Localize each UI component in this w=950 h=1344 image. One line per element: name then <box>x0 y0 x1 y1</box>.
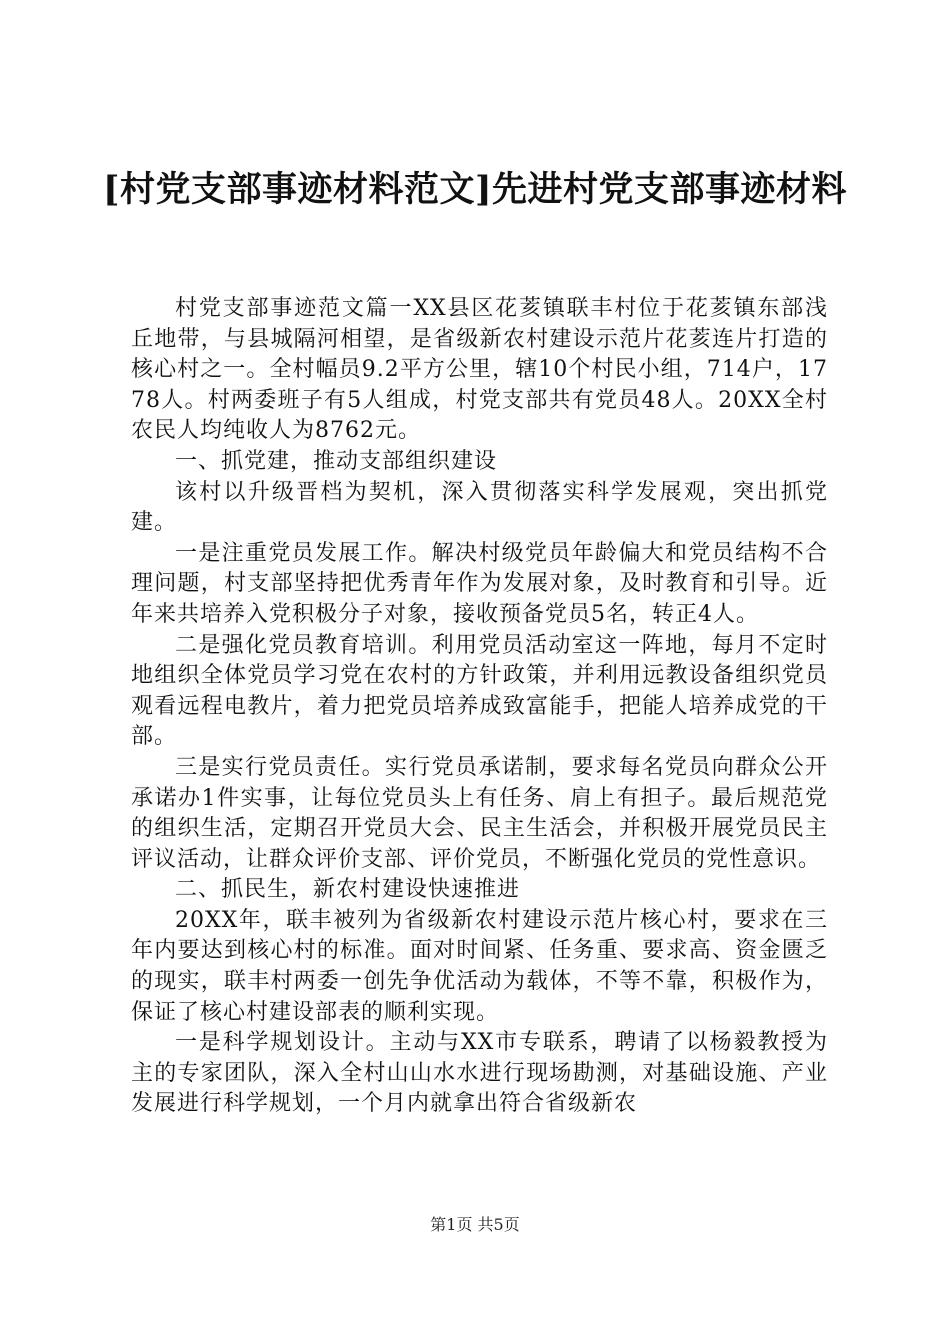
document-body <box>131 294 828 1120</box>
paragraph: 一是科学规划设计。主动与XX市专联系，聘请了以杨毅教授为主的专家团队，深入全村山山水水进行现场勘测，对基础设施、产业发展进行科学规划，一个月内就拿出符合省级新农 <box>131 1030 828 1117</box>
paragraph: 一是注重党员发展工作。解决村级党员年龄偏大和党员结构不合理问题，村支部坚持把优秀青年作为发展对象，及时教育和引导。近年来共培养入党积极分子对象，接收预备党员5名，转正4人。 <box>131 540 828 627</box>
paragraph-intro: 村党支部事迹范文篇一XX县区花荄镇联丰村位于花荄镇东部浅丘地带，与县城隔河相望，是省级新农村建设示范片花荄连片打造的核心村之一。全村幅员9.2平方公里，辖10个村民小组，714户，1778人。村两委班子有5人组成，村党支部共有党员48人。20XX全村农民人均纯收人为8762元。 <box>131 296 828 444</box>
section-heading-livelihood: 二、抓民生，新农村建设快速推进 <box>175 877 521 903</box>
paragraph: 该村以升级晋档为契机，深入贯彻落实科学发展观，突出抓党建。 <box>131 479 828 536</box>
document-title: [村党支部事迹材料范文]先进村党支部事迹材料 <box>102 169 848 210</box>
paragraph: 20XX年，联丰被列为省级新农村建设示范片核心村，要求在三年内要达到核心村的标准。面对时间紧、任务重、要求高、资金匮乏的现实，联丰村两委一创先争优活动为载体，不等不靠，积极作为，保证了核心村建设部表的顺利实现。 <box>131 907 828 1025</box>
paragraph: 二是强化党员教育培训。利用党员活动室这一阵地，每月不定时地组织全体党员学习党在农村的方针政策，并利用远教设备组织党员观看远程电教片，着力把党员培养成致富能手，把能人培养成党的干部。 <box>131 632 828 750</box>
paragraph: 三是实行党员责任。实行党员承诺制，要求每名党员向群众公开承诺办1件实事，让每位党员头上有任务、肩上有担子。最后规范党的组织生活，定期召开党员大会、民主生活会，并积极开展党员民主评议活动，让群众评价支部、评价党员，不断强化党员的党性意识。 <box>131 754 828 872</box>
page-footer: 第1页 共5页 <box>430 1215 520 1234</box>
section-heading-party-building: 一、抓党建，推动支部组织建设 <box>175 448 498 474</box>
